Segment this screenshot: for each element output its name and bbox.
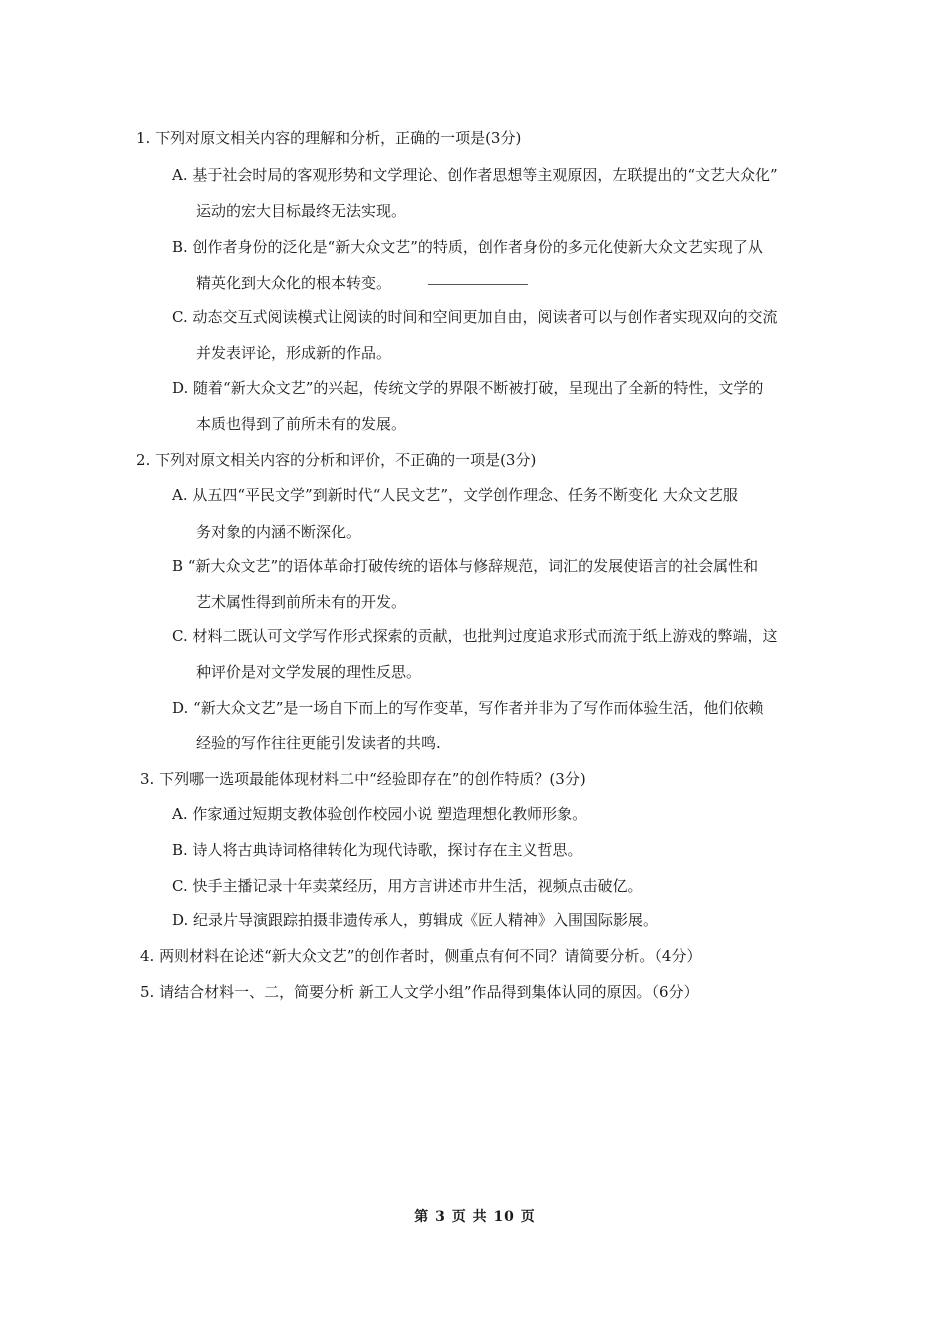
question-1-option-a: A. 基于社会时局的客观形势和文学理论、创作者思想等主观原因，左联提出的“文艺大众化” bbox=[172, 166, 778, 184]
question-1-option-c-cont: 并发表评论，形成新的作品。 bbox=[196, 344, 392, 362]
question-1-option-d: D. 随着“新大众文艺”的兴起，传统文学的界限不断被打破，呈现出了全新的特性，文学的 bbox=[172, 379, 764, 397]
question-2-stem: 2. 下列对原文相关内容的分析和评价，不正确的一项是(3分) bbox=[136, 451, 537, 469]
question-1-option-a-cont: 运动的宏大目标最终无法实现。 bbox=[196, 202, 407, 220]
question-2-option-b: B “新大众文艺”的语体革命打破传统的语体与修辞规范，词汇的发展使语言的社会属性和 bbox=[172, 557, 759, 575]
question-4-stem: 4. 两则材料在论述“新大众文艺”的创作者时，侧重点有何不同？请简要分析。（4分） bbox=[140, 947, 702, 965]
question-1-option-d-cont: 本质也得到了前所未有的发展。 bbox=[196, 415, 407, 433]
question-1-stem: 1. 下列对原文相关内容的理解和分析，正确的一项是(3分) bbox=[136, 129, 522, 147]
question-2-option-c-cont: 种评价是对文学发展的理性反思。 bbox=[196, 663, 422, 681]
question-5-stem: 5. 请结合材料一、二，简要分析 新工人文学小组”作品得到集体认同的原因。（6分） bbox=[140, 983, 699, 1001]
page-number: 第 3 页 共 10 页 bbox=[414, 1209, 536, 1225]
pen-stroke bbox=[428, 284, 528, 285]
question-3-option-b: B. 诗人将古典诗词格律转化为现代诗歌，探讨存在主义哲思。 bbox=[172, 841, 583, 859]
question-2-option-a: A. 从五四“平民文学”到新时代“人民文艺”，文学创作理念、任务不断变化 大众文艺服 bbox=[172, 486, 738, 504]
question-3-option-a: A. 作家通过短期支教体验创作校园小说 塑造理想化教师形象。 bbox=[172, 805, 588, 823]
question-2-option-a-cont: 务对象的内涵不断深化。 bbox=[196, 523, 362, 541]
question-1-option-b: B. 创作者身份的泛化是“新大众文艺”的特质，创作者身份的多元化使新大众文艺实现了从 bbox=[172, 238, 763, 256]
question-3-option-c: C. 快手主播记录十年卖菜经历，用方言讲述市井生活，视频点击破亿。 bbox=[172, 877, 643, 895]
question-1-option-c: C. 动态交互式阅读模式让阅读的时间和空间更加自由，阅读者可以与创作者实现双向的交流 bbox=[172, 308, 778, 326]
question-2-option-b-cont: 艺术属性得到前所未有的开发。 bbox=[196, 593, 407, 611]
question-3-stem: 3. 下列哪一选项最能体现材料二中“经验即存在”的创作特质？(3分) bbox=[140, 770, 586, 788]
question-1-option-b-cont: 精英化到大众化的根本转变。 bbox=[196, 274, 392, 292]
question-2-option-c: C. 材料二既认可文学写作形式探索的贡献，也批判过度追求形式而流于纸上游戏的弊端，这 bbox=[172, 627, 778, 645]
question-2-option-d-cont: 经验的写作往往更能引发读者的共鸣. bbox=[196, 734, 441, 752]
question-3-option-d: D. 纪录片导演跟踪拍摄非遗传承人，剪辑成《匠人精神》入围国际影展。 bbox=[172, 911, 659, 929]
question-2-option-d: D. “新大众文艺”是一场自下而上的写作变革，写作者并非为了写作而体验生活，他们依赖 bbox=[172, 699, 764, 717]
